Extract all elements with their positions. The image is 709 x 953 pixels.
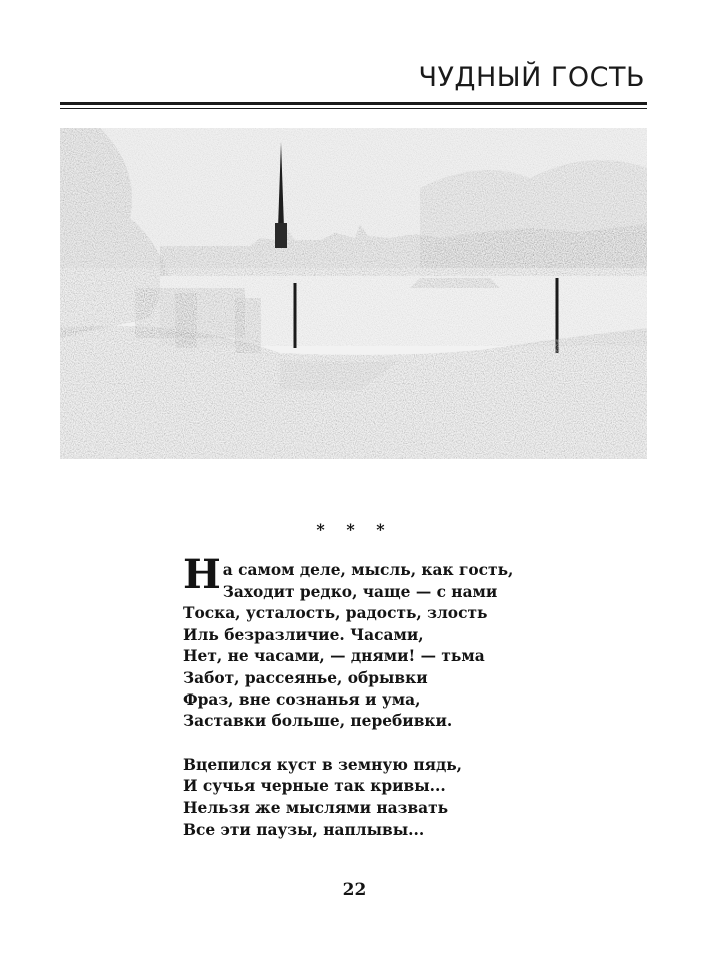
first-line-text: а самом деле, мысль, как гость, — [222, 561, 514, 579]
poem-line: Тоска, усталость, радость, злость — [183, 604, 488, 623]
poem-line: Забот, рассеянье, обрывки — [183, 668, 428, 687]
page-number: 22 — [342, 880, 367, 900]
poem-line: Вцепился куст в земную пядь, — [183, 755, 463, 774]
river-embankment-illustration — [60, 128, 647, 459]
stanza-gap — [183, 733, 523, 755]
poem-line: Нет, не часами, — днями! — тьма — [183, 647, 485, 666]
poem-line: Иль безразличие. Часами, — [183, 625, 424, 644]
header-rule-thick — [60, 102, 647, 105]
poem-line: Фраз, вне сознанья и ума, — [183, 690, 421, 709]
poem — [183, 548, 523, 841]
header-rule-thin — [60, 108, 647, 109]
poem-line: Заходит редко, чаще — с нами — [222, 582, 498, 601]
section-separator: * * * — [316, 520, 393, 539]
running-head: ЧУДНЫЙ ГОСТЬ — [418, 62, 645, 93]
illustration — [60, 128, 647, 459]
drop-cap: Н — [183, 551, 221, 598]
poem-line: Все эти паузы, наплывы... — [183, 820, 425, 839]
poem-line: И сучья черные так кривы... — [183, 777, 446, 796]
poem-line: Нельзя же мыслями назвать — [183, 798, 449, 817]
poem-line: Заставки больше, перебивки. — [183, 712, 453, 731]
